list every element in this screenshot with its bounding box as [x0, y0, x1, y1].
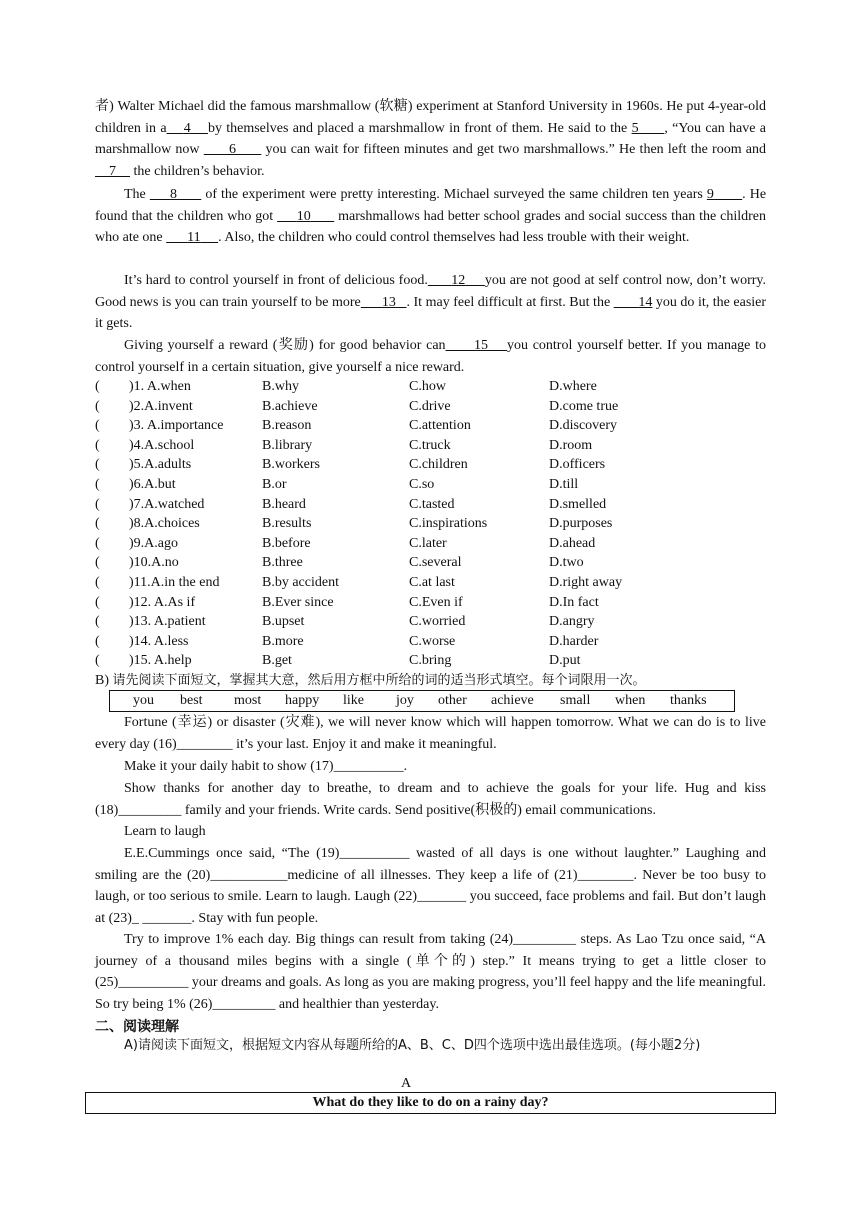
answer-paren: ( [95, 457, 100, 473]
option-row [95, 632, 775, 652]
option-a: )7.A.watched [129, 496, 205, 512]
answer-paren: ( [95, 633, 100, 649]
section-2-instruction: A)请阅读下面短文，根据短文内容从每题所给的A、B、C、D四个选项中选出最佳选项。(每小题2分) [124, 1038, 701, 1053]
option-d: D.smelled [549, 496, 607, 512]
paragraph-text: marshmallows had better school grades and social success than the children who ate one [95, 208, 767, 246]
word-bank-item: best [180, 693, 203, 708]
answer-paren: ( [95, 398, 100, 414]
blank-15: 15 [474, 338, 488, 353]
table-title: What do they like to do on a rainy day? [85, 1092, 776, 1114]
answer-paren: ( [95, 418, 100, 434]
word-bank-item: other [438, 693, 467, 708]
option-a: )9.A.ago [129, 535, 178, 551]
option-d: D.right away [549, 575, 623, 590]
paragraph-text: the children’s behavior. [133, 163, 265, 179]
blank-9: 9 [706, 187, 714, 202]
option-c: C.several [409, 555, 462, 571]
word-bank-item: you [133, 693, 154, 708]
blank-10: 10 [296, 208, 311, 224]
blank-5: 5 [631, 120, 639, 136]
option-b: B.three [262, 555, 303, 571]
option-b: B.upset [262, 614, 305, 630]
section-b-subheading: Learn to laugh [124, 824, 206, 839]
section-label: B) [95, 673, 109, 688]
option-b: B.reason [262, 418, 312, 434]
word-bank-item: when [615, 693, 646, 708]
option-row [95, 436, 775, 456]
paragraph-text: you can wait for fifteen minutes and get two [265, 142, 520, 158]
option-c: C.drive [409, 398, 451, 414]
answer-paren: ( [95, 575, 100, 590]
option-c: C.Even if [409, 594, 463, 610]
paragraph-text: . He found that the children who got [95, 187, 767, 224]
option-b: B.workers [262, 457, 320, 473]
option-a: )10.A.no [129, 555, 179, 571]
word-bank-item: most [234, 693, 262, 708]
option-b: B.achieve [262, 398, 318, 414]
answer-paren: ( [95, 653, 100, 669]
option-a: )1. A.when [129, 379, 191, 394]
answer-paren: ( [95, 496, 100, 512]
option-row [95, 573, 775, 593]
paragraph-text: 者) Walter Michael did the famous marshmallow (软糖) experiment at Stanford University in 1960s. He put [95, 99, 705, 114]
paragraph-text: you are not good at self control now, don’t worry. Good news is you can train yourself to be more [95, 273, 766, 310]
instruction-text: 请先阅读下面短文，掌握其大意，然后用方框中所给的词的适当形式填空。每个词限用一次。 [112, 673, 646, 688]
answer-paren: ( [95, 477, 100, 492]
paragraph-text: you control yourself better. If you manage to control yourself in a certain situation, give yourself a nice reward. [95, 338, 767, 375]
option-b: B.Ever since [262, 594, 334, 610]
option-a: )6.A.but [129, 477, 176, 492]
option-a: )12. A.As if [129, 594, 196, 610]
answer-paren: ( [95, 594, 100, 610]
option-d: D.where [549, 379, 597, 394]
option-c: C.how [409, 379, 446, 394]
section-b-paragraph-3: Show thanks for another day to breathe, to dream and to achieve the goals for your life. Hug and kiss (18)_________ family and your friends. Write cards. Send positive(积极的) email communications. [95, 781, 766, 818]
option-row [95, 553, 775, 573]
option-b: B.results [262, 516, 312, 532]
paragraph-text: , “You can have a marshmallow now [95, 120, 766, 158]
answer-paren: ( [95, 535, 100, 551]
option-row [95, 397, 775, 417]
blank-7: 7 [109, 163, 116, 179]
option-c: C.children [409, 457, 468, 473]
paragraph-text: The [124, 187, 146, 202]
blank-12: 12 [451, 273, 466, 288]
option-b: B.more [262, 633, 304, 649]
passage-paragraph-4 [95, 335, 766, 378]
passage-label: A [400, 1076, 412, 1091]
paragraph-text: 4-year-old children in a [95, 99, 766, 136]
paragraph-text: Giving yourself a reward (奖励) for good behavior can [124, 338, 446, 353]
option-a: )4.A.school [129, 437, 195, 453]
option-row [95, 475, 775, 495]
option-b: B.get [262, 653, 292, 669]
blank-13: 13 [381, 294, 396, 310]
section-b-paragraph-6: Try to improve 1% each day. Big things can result from taking (24)_________ steps. As Lao Tzu once said, “A journey of a thousand miles begins with a single (单个的) step.” It means trying to get a little closer to (25)__________ your dreams and goals. As long as you are making progress, you’ll feel happy and the life meaningful. So try being 1% (26)_________ and healthier than yesterday. [95, 932, 766, 1012]
option-b: B.library [262, 437, 313, 453]
answer-paren: ( [95, 555, 100, 571]
option-d: D.harder [549, 633, 599, 649]
option-a: )2.A.invent [129, 398, 193, 414]
option-d: D.In fact [549, 594, 599, 610]
option-c: C.at last [409, 575, 455, 590]
option-row [95, 377, 775, 397]
option-d: D.officers [549, 457, 606, 473]
paragraph-text: you do it, the easier it gets. [95, 294, 767, 332]
option-d: D.come true [549, 398, 619, 414]
option-d: D.till [549, 477, 579, 492]
passage-paragraph-1 [95, 96, 766, 182]
answer-paren: ( [95, 437, 100, 453]
option-d: D.angry [549, 614, 595, 630]
option-a: )5.A.adults [129, 457, 192, 473]
option-a: )13. A.patient [129, 614, 206, 630]
answer-paren: ( [95, 516, 100, 532]
section-b-paragraph-5: E.E.Cummings once said, “The (19)__________ wasted of all days is one without laughter.” Laughing and smiling are the (20)___________medicine of all illnesses. They keep a life of (21)________. Never be too busy to laugh, or too serious to smile. Learn to laugh. Laugh (22)_______ you succeed, face problems and fail. But don’t laugh at (23)_ _______. Stay with fun people. [95, 846, 766, 926]
option-d: D.room [549, 437, 593, 453]
option-d: D.ahead [549, 535, 596, 551]
option-b: B.why [262, 379, 299, 394]
section-b-paragraph-1: Fortune (幸运) or disaster (灾难), we will never know which will happen tomorrow. What we can do is to live every day (16)________ it’s your last. Enjoy it and make it meaningful. [95, 715, 766, 752]
option-d: D.purposes [549, 516, 613, 532]
option-c: C.worse [409, 633, 456, 649]
word-bank-item: small [560, 693, 591, 708]
option-c: C.attention [409, 418, 471, 434]
paragraph-text: . Also, the children who could control themselves had less trouble with their weight. [218, 230, 690, 246]
blank-6: 6 [229, 142, 237, 158]
option-c: C.bring [409, 653, 452, 669]
option-row [95, 416, 775, 436]
word-bank-item: achieve [491, 693, 534, 708]
option-d: D.discovery [549, 418, 618, 434]
section-b-paragraph-2: Make it your daily habit to show (17)__________. [124, 759, 408, 774]
option-a: )11.A.in the end [129, 575, 220, 590]
paragraph-text: It’s hard to control yourself in front of delicious food. [124, 273, 428, 288]
word-bank-item: like [343, 693, 364, 708]
answer-paren: ( [95, 379, 100, 394]
blank-8: 8 [170, 187, 178, 202]
option-c: C.truck [409, 437, 451, 453]
word-bank-item: joy [396, 693, 414, 708]
option-row [95, 534, 775, 554]
word-bank-item: happy [285, 693, 320, 708]
paragraph-text: by themselves and placed a marshmallow in front of them. He said to the [207, 120, 628, 136]
option-c: C.so [409, 477, 435, 492]
section-b-instruction [95, 670, 775, 691]
blank-14: 14 [638, 294, 653, 310]
paragraph-text: marshmallows.” He then left the room and [523, 142, 767, 158]
option-row [95, 651, 775, 671]
word-bank-box [109, 690, 735, 712]
option-a: )15. A.help [129, 653, 192, 669]
option-row [95, 593, 775, 613]
paragraph-text: . It may feel difficult at first. But the [406, 294, 611, 310]
option-a: )14. A.less [129, 633, 189, 649]
option-a: )8.A.choices [129, 516, 200, 532]
blank-4: 4 [183, 120, 191, 136]
section-heading-reading: 二、阅读理解 [95, 1019, 179, 1035]
paragraph-text: of the experiment were pretty interesting. Michael surveyed the same children ten years [205, 187, 703, 202]
option-row [95, 495, 775, 515]
option-c: C.tasted [409, 496, 455, 512]
option-c: C.worried [409, 614, 466, 630]
option-b: B.before [262, 535, 311, 551]
option-b: B.or [262, 477, 287, 492]
option-c: C.later [409, 535, 447, 551]
answer-paren: ( [95, 614, 100, 630]
word-bank-item: thanks [670, 693, 707, 708]
option-a: )3. A.importance [129, 418, 224, 434]
option-d: D.put [549, 653, 581, 669]
passage-paragraph-3 [95, 270, 766, 335]
blank-11: 11 [187, 230, 201, 246]
option-c: C.inspirations [409, 516, 488, 532]
option-row [95, 612, 775, 632]
option-d: D.two [549, 555, 584, 571]
passage-paragraph-2 [95, 184, 766, 249]
option-row [95, 514, 775, 534]
option-b: B.by accident [262, 575, 339, 590]
option-b: B.heard [262, 496, 306, 512]
option-row [95, 455, 775, 475]
